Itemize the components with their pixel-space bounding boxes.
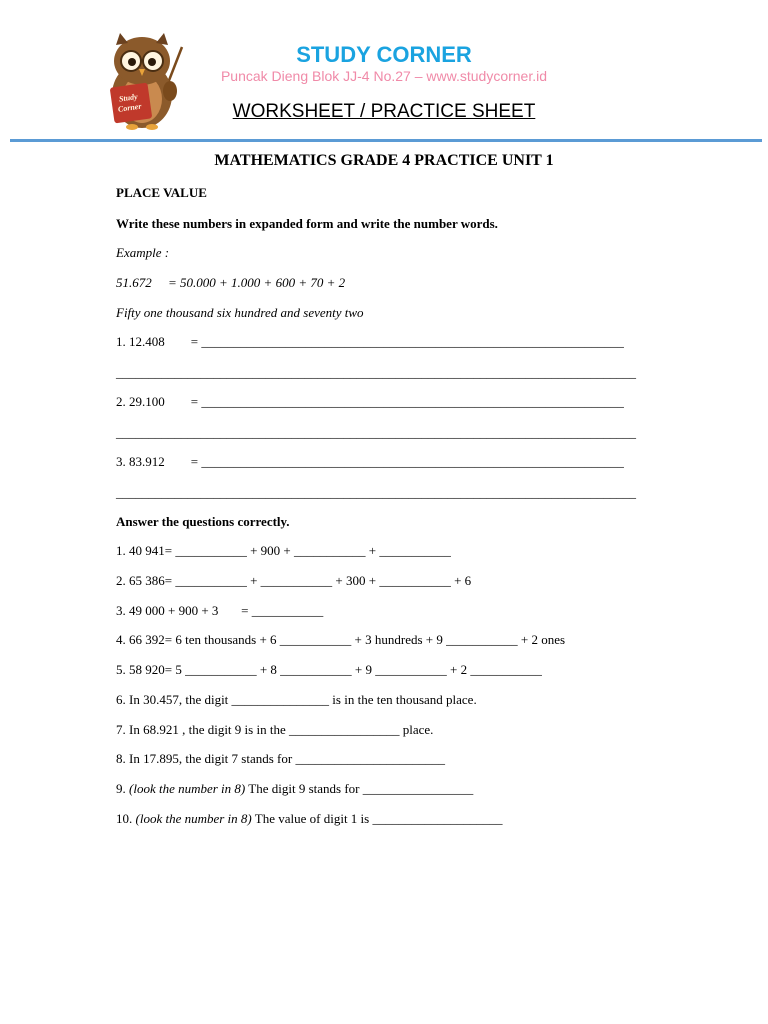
exercise-item: 1. 12.408 = _________________________________________________________________ <box>116 334 624 349</box>
question-item: 7. In 68.921 , the digit 9 is in the _________________ place. <box>116 722 434 737</box>
question-hint: (look the number in 8) <box>129 781 246 796</box>
exercise-item: 2. 29.100 = _________________________________________________________________ <box>116 394 624 409</box>
question-item: 1. 40 941= ___________ + 900 + ___________ + ___________ <box>116 543 451 558</box>
instruction-expanded-form: Write these numbers in expanded form and write the number words. <box>116 216 498 231</box>
brand-address: Puncak Dieng Blok JJ-4 No.27 – www.studycorner.id <box>220 68 548 84</box>
example-expanded: 51.672 = 50.000 + 1.000 + 600 + 70 + 2 <box>116 275 346 290</box>
question-item-10 <box>116 811 502 827</box>
answer-blank-line: ________________________________________________________________________________ <box>116 425 636 440</box>
question-item-9 <box>116 781 473 797</box>
question-item: 3. 49 000 + 900 + 3 = ___________ <box>116 603 324 618</box>
question-item: 5. 58 920= 5 ___________ + 8 ___________ + 9 ___________ + 2 ___________ <box>116 662 542 677</box>
logo-book-text: Study <box>118 92 139 104</box>
worksheet-subtitle: WORKSHEET / PRACTICE SHEET <box>232 101 536 122</box>
question-item: 8. In 17.895, the digit 7 stands for _______________________ <box>116 751 445 766</box>
answer-blank-line: ________________________________________________________________________________ <box>116 485 636 500</box>
question-item: 2. 65 386= ___________ + ___________ + 300 + ___________ + 6 <box>116 573 472 588</box>
logo-book-text-2: Corner <box>117 101 142 114</box>
section-title: PLACE VALUE <box>116 185 207 200</box>
question-number: 9. <box>116 781 129 796</box>
question-text: The value of digit 1 is ____________________ <box>251 811 503 826</box>
question-item: 4. 66 392= 6 ten thousands + 6 ___________ + 3 hundreds + 9 ___________ + 2 ones <box>116 632 566 647</box>
question-hint: (look the number in 8) <box>135 811 252 826</box>
question-number: 10. <box>116 811 136 826</box>
example-words: Fifty one thousand six hundred and seventy two <box>116 305 364 320</box>
header-divider <box>10 139 762 142</box>
answer-blank-line: ________________________________________________________________________________ <box>116 365 636 380</box>
question-text: The digit 9 stands for _________________ <box>245 781 474 796</box>
brand-title: STUDY CORNER <box>296 42 472 67</box>
exercise-item: 3. 83.912 = _________________________________________________________________ <box>116 454 624 469</box>
example-label: Example : <box>116 245 170 260</box>
question-item: 6. In 30.457, the digit _______________ is in the ten thousand place. <box>116 692 477 707</box>
worksheet-heading: MATHEMATICS GRADE 4 PRACTICE UNIT 1 <box>214 152 554 169</box>
instruction-answer: Answer the questions correctly. <box>116 514 290 529</box>
